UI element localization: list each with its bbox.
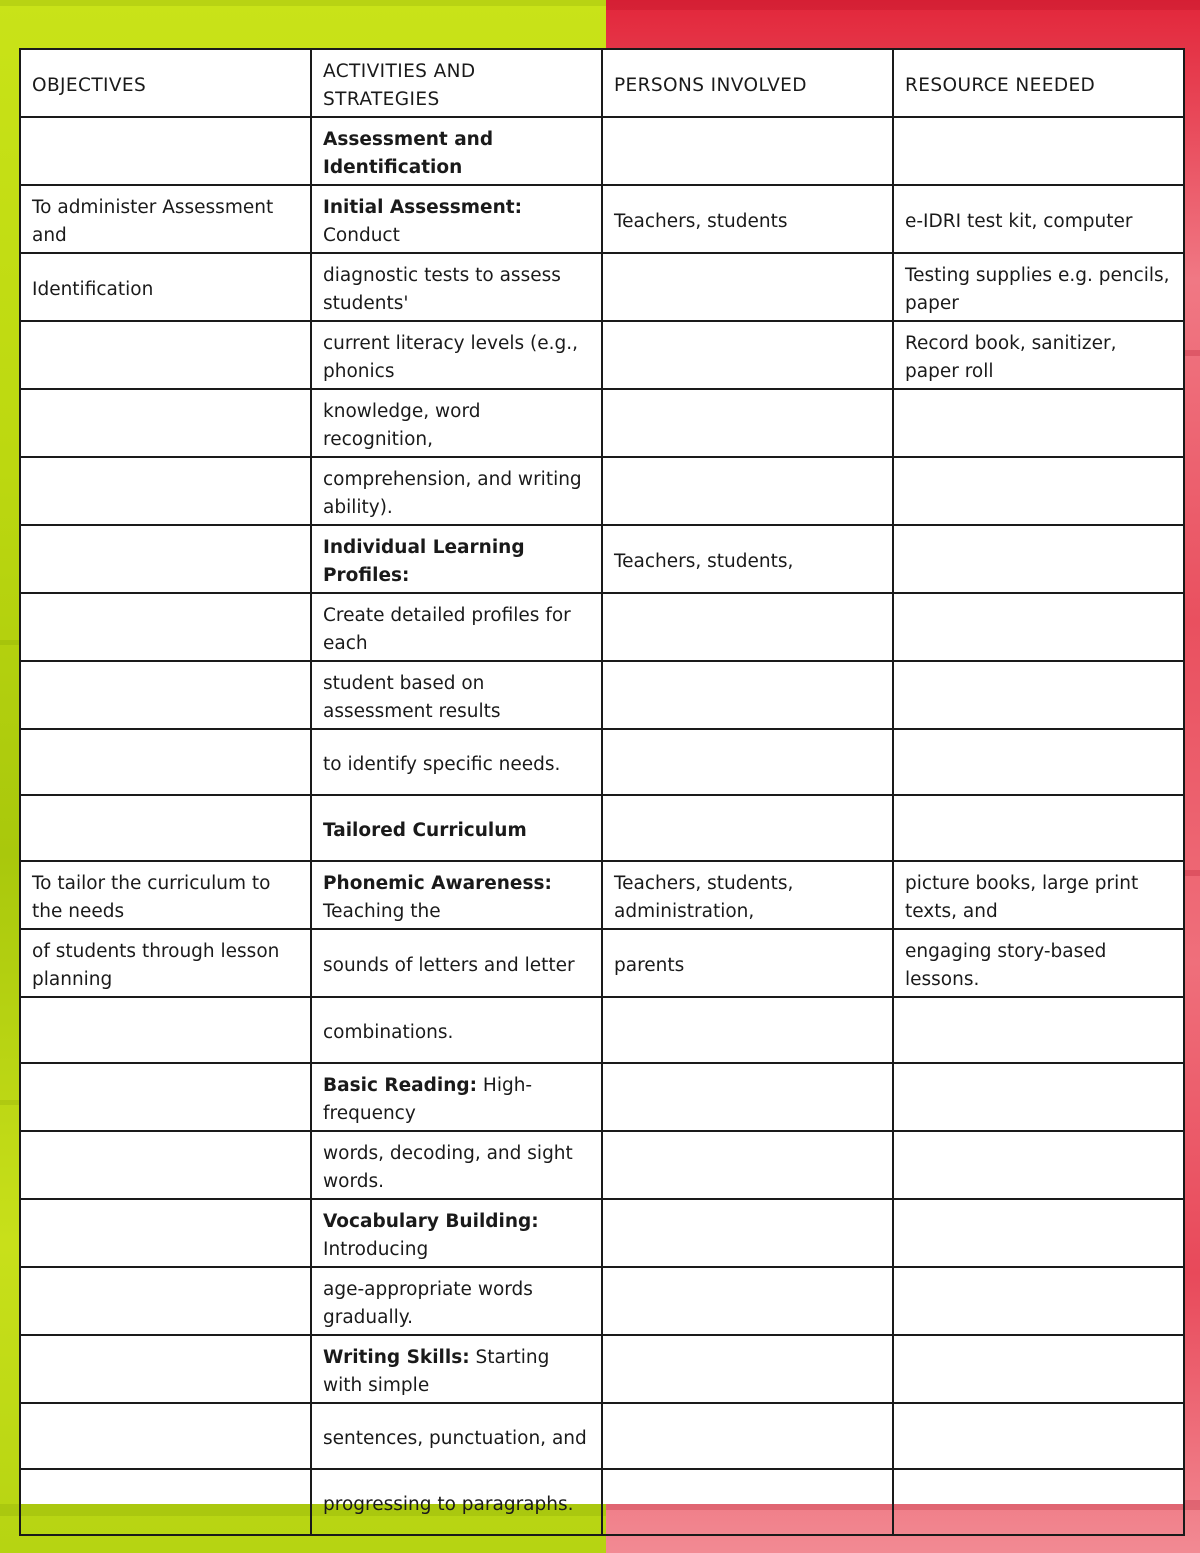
activity-cell <box>311 185 602 253</box>
activity-text: knowledge, word recognition, <box>323 401 487 450</box>
header-objectives: OBJECTIVES <box>20 49 311 117</box>
activity-cell <box>311 1403 602 1469</box>
objective-cell <box>20 593 311 661</box>
resource-cell: Testing supplies e.g. pencils, paper <box>893 253 1184 321</box>
table-row <box>20 185 1184 253</box>
activity-text: words, decoding, and sight words. <box>323 1143 579 1192</box>
activity-text: Starting with simple <box>323 1347 556 1396</box>
resource-cell <box>893 457 1184 525</box>
resource-cell: e-IDRI test kit, computer <box>893 185 1184 253</box>
header-activities-and-strategies: ACTIVITIES AND STRATEGIES <box>311 49 602 117</box>
table-row <box>20 389 1184 457</box>
table-row <box>20 1335 1184 1403</box>
activity-cell <box>311 389 602 457</box>
activity-heading: Vocabulary Building: <box>323 1211 539 1232</box>
table-row <box>20 1063 1184 1131</box>
persons-cell <box>602 1335 893 1403</box>
sticky-note-edge <box>0 0 612 6</box>
activity-text: Create detailed profiles for each <box>323 605 577 654</box>
resource-cell <box>893 1267 1184 1335</box>
table-row <box>20 253 1184 321</box>
resource-cell <box>893 1131 1184 1199</box>
activity-cell <box>311 525 602 593</box>
table-row <box>20 1403 1184 1469</box>
activity-text: comprehension, and writing ability). <box>323 469 588 518</box>
activity-heading: Individual Learning Profiles: <box>323 537 525 586</box>
table-row <box>20 1267 1184 1335</box>
activity-text: High-frequency <box>323 1075 533 1124</box>
activity-cell <box>311 593 602 661</box>
activity-cell <box>311 1063 602 1131</box>
objective-cell: Identification <box>20 253 311 321</box>
activity-cell <box>311 1469 602 1535</box>
objective-cell <box>20 997 311 1063</box>
objective-cell <box>20 117 311 185</box>
activity-cell <box>311 795 602 861</box>
table-row <box>20 795 1184 861</box>
objective-cell <box>20 321 311 389</box>
sticky-note-edge <box>606 0 1200 10</box>
activity-heading: Basic Reading: <box>323 1075 478 1096</box>
activity-text: Conduct <box>323 197 528 246</box>
table-row <box>20 457 1184 525</box>
table-row <box>20 1469 1184 1535</box>
resource-cell <box>893 795 1184 861</box>
persons-cell <box>602 1063 893 1131</box>
activity-text: sentences, punctuation, and <box>323 1428 587 1449</box>
table-row <box>20 593 1184 661</box>
persons-cell <box>602 1131 893 1199</box>
objective-cell <box>20 1131 311 1199</box>
objective-cell: of students through lesson planning <box>20 929 311 997</box>
table-row <box>20 929 1184 997</box>
table-row <box>20 997 1184 1063</box>
activity-cell <box>311 117 602 185</box>
table-row <box>20 729 1184 795</box>
resource-cell <box>893 1063 1184 1131</box>
resource-cell <box>893 1403 1184 1469</box>
persons-cell <box>602 795 893 861</box>
table-row <box>20 1131 1184 1199</box>
persons-cell <box>602 997 893 1063</box>
persons-cell <box>602 117 893 185</box>
activity-text: student based on assessment results <box>323 673 501 722</box>
objective-cell <box>20 1335 311 1403</box>
persons-cell <box>602 1403 893 1469</box>
resource-cell: picture books, large print texts, and <box>893 861 1184 929</box>
activity-cell <box>311 929 602 997</box>
objective-cell <box>20 1267 311 1335</box>
resource-cell <box>893 525 1184 593</box>
activity-cell <box>311 1335 602 1403</box>
persons-cell <box>602 321 893 389</box>
persons-cell <box>602 389 893 457</box>
objective-cell <box>20 1403 311 1469</box>
persons-cell <box>602 457 893 525</box>
resource-cell <box>893 1335 1184 1403</box>
activity-text: combinations. <box>323 1022 454 1043</box>
objective-cell <box>20 661 311 729</box>
table-row <box>20 1199 1184 1267</box>
objective-cell <box>20 457 311 525</box>
resource-cell: Record book, sanitizer, paper roll <box>893 321 1184 389</box>
resource-cell <box>893 1199 1184 1267</box>
objective-cell: To tailor the curriculum to the needs <box>20 861 311 929</box>
action-plan-table <box>19 48 1185 1536</box>
objective-cell <box>20 795 311 861</box>
objective-cell: To administer Assessment and <box>20 185 311 253</box>
activity-text: age-appropriate words gradually. <box>323 1279 539 1328</box>
activity-heading: Tailored Curriculum <box>323 820 527 841</box>
resource-cell <box>893 729 1184 795</box>
activity-heading: Writing Skills: <box>323 1347 470 1368</box>
objective-cell <box>20 525 311 593</box>
persons-cell: Teachers, students <box>602 185 893 253</box>
activity-text: Introducing <box>323 1211 545 1260</box>
persons-cell <box>602 1267 893 1335</box>
table-row <box>20 525 1184 593</box>
table-row <box>20 661 1184 729</box>
table-row <box>20 321 1184 389</box>
activity-heading: Initial Assessment: <box>323 197 522 218</box>
activity-heading: Assessment and Identification <box>323 129 494 178</box>
activity-heading: Phonemic Awareness: <box>323 873 552 894</box>
activity-text: Teaching the <box>323 873 558 922</box>
objective-cell <box>20 1469 311 1535</box>
activity-cell <box>311 1131 602 1199</box>
activity-text: current literacy levels (e.g., phonics <box>323 333 584 382</box>
persons-cell <box>602 593 893 661</box>
plan-sheet <box>19 48 1183 1515</box>
resource-cell <box>893 997 1184 1063</box>
activity-cell <box>311 661 602 729</box>
activity-cell <box>311 997 602 1063</box>
activity-text: sounds of letters and letter <box>323 955 575 976</box>
table-row <box>20 861 1184 929</box>
header-row <box>20 49 1184 117</box>
activity-text: to identify specific needs. <box>323 754 561 775</box>
header-persons-involved: PERSONS INVOLVED <box>602 49 893 117</box>
activity-cell <box>311 861 602 929</box>
table-row <box>20 117 1184 185</box>
persons-cell <box>602 253 893 321</box>
objective-cell <box>20 389 311 457</box>
persons-cell <box>602 729 893 795</box>
resource-cell <box>893 661 1184 729</box>
objective-cell <box>20 1199 311 1267</box>
resource-cell <box>893 389 1184 457</box>
resource-cell <box>893 593 1184 661</box>
resource-cell <box>893 1469 1184 1535</box>
activity-cell <box>311 729 602 795</box>
persons-cell <box>602 1199 893 1267</box>
activity-text: progressing to paragraphs. <box>323 1494 574 1515</box>
activity-cell <box>311 253 602 321</box>
persons-cell <box>602 1469 893 1535</box>
header-resource-needed: RESOURCE NEEDED <box>893 49 1184 117</box>
activity-cell <box>311 1267 602 1335</box>
persons-cell: Teachers, students, administration, <box>602 861 893 929</box>
persons-cell: Teachers, students, <box>602 525 893 593</box>
objective-cell <box>20 1063 311 1131</box>
persons-cell <box>602 661 893 729</box>
activity-cell <box>311 321 602 389</box>
activity-cell <box>311 1199 602 1267</box>
resource-cell: engaging story-based lessons. <box>893 929 1184 997</box>
resource-cell <box>893 117 1184 185</box>
persons-cell: parents <box>602 929 893 997</box>
objective-cell <box>20 729 311 795</box>
activity-text: diagnostic tests to assess students' <box>323 265 567 314</box>
activity-cell <box>311 457 602 525</box>
